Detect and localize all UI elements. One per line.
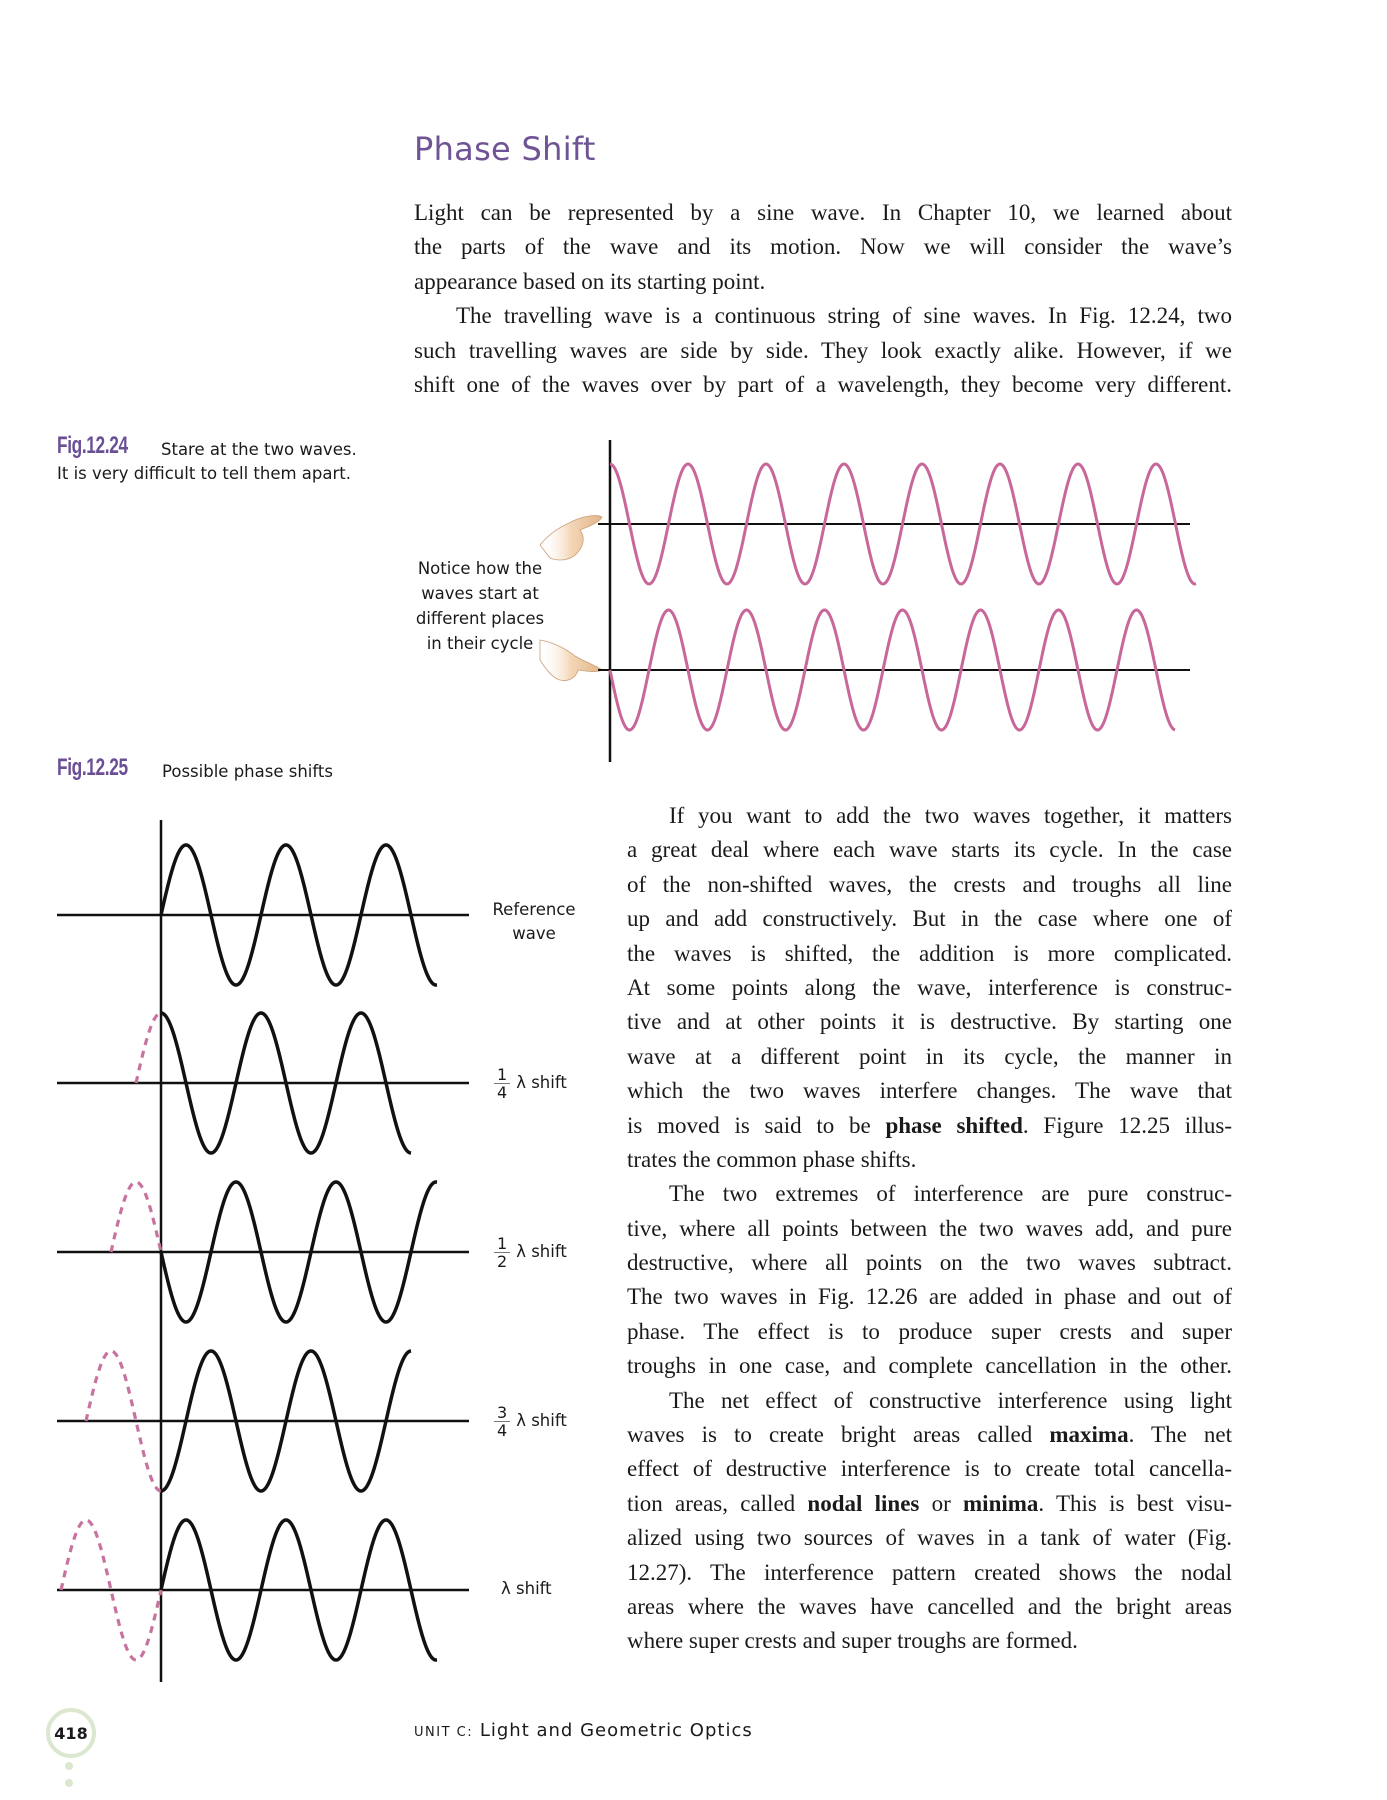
note-line: Notice how the — [417, 559, 543, 578]
figure-label: Fig.12.25 — [57, 754, 128, 781]
text-run: The travelling wave is a continuous string of sine waves. In Fig. 12.24, two — [456, 303, 1232, 329]
text-run: effect of destructive interference is to create total cancella- — [627, 1456, 1232, 1482]
note-line: waves start at — [421, 584, 539, 603]
text-line — [627, 1143, 1232, 1177]
text-line — [627, 937, 1232, 971]
fraction — [494, 1066, 510, 1101]
text-line — [627, 1590, 1232, 1624]
numerator: 1 — [494, 1235, 510, 1253]
running-footer — [414, 1720, 753, 1741]
text-run: such travelling waves are side by side. They look exactly alike. However, if we — [414, 337, 1232, 363]
section-heading: Phase Shift — [414, 130, 596, 168]
text-line — [627, 1521, 1232, 1555]
text-line — [627, 1624, 1232, 1658]
text-run: phase. The effect is to produce super crests and super — [627, 1318, 1232, 1344]
caption-line: It is very difficult to tell them apart. — [57, 464, 351, 483]
caption-text: Possible phase shifts — [162, 762, 333, 781]
text-run: troughs in one case, and complete cancellation in the other. — [627, 1353, 1232, 1379]
bold-term: minima — [963, 1490, 1039, 1516]
decorative-dot — [65, 1762, 73, 1770]
shift-text: λ shift — [516, 1073, 567, 1092]
fraction — [494, 1235, 510, 1270]
text-run: tive, where all points between the two waves add, and pure — [627, 1215, 1232, 1241]
text-run: The two extremes of interference are pure construc- — [669, 1181, 1232, 1207]
text-run: tive and at other points it is destructive. By starting one — [627, 1009, 1232, 1035]
text-line — [627, 799, 1232, 833]
text-run: or — [919, 1490, 964, 1516]
text-run: wave at a different point in its cycle, the manner in — [627, 1043, 1232, 1069]
text-line — [627, 1487, 1232, 1521]
unit-title: Light and Geometric Optics — [479, 1720, 753, 1741]
text-run: waves is to create bright areas called — [627, 1422, 1050, 1448]
bold-term: maxima — [1049, 1422, 1129, 1448]
row-label-quarter-shift — [494, 1066, 567, 1101]
text-line — [627, 1280, 1232, 1314]
text-line — [627, 1384, 1232, 1418]
denominator: 2 — [497, 1252, 508, 1271]
note-line: in their cycle — [426, 634, 534, 653]
shift-text: λ shift — [516, 1242, 567, 1261]
text-line — [627, 1005, 1232, 1039]
text-run: The two waves in Fig. 12.26 are added in phase and out of — [627, 1284, 1232, 1310]
bold-term: nodal lines — [807, 1490, 920, 1516]
numerator: 1 — [494, 1066, 510, 1084]
label-line: Reference — [492, 900, 576, 919]
text-line — [627, 1556, 1232, 1590]
text-run: the parts of the wave and its motion. Now we will consider the wave’s — [414, 234, 1232, 260]
pointing-hand-icon — [540, 640, 602, 681]
text-run: If you want to add the two waves together, it matters — [669, 803, 1232, 828]
row-label-three-quarter-shift — [494, 1404, 567, 1439]
bold-term: phase shifted — [885, 1112, 1023, 1138]
text-run: . Figure 12.25 illus- — [1022, 1112, 1232, 1138]
text-run: is moved is said to be — [627, 1112, 886, 1138]
text-run: tion areas, called — [627, 1490, 808, 1516]
text-run: . The net — [1128, 1422, 1232, 1448]
text-run: 12.27). The interference pattern created shows the nodal — [627, 1559, 1232, 1585]
text-run: . This is best visu- — [1038, 1490, 1232, 1516]
text-line — [627, 1418, 1232, 1452]
text-run: up and add constructively. But in the case where one of — [627, 906, 1232, 932]
text-run: trates the common phase shifts. — [627, 1146, 917, 1172]
text-line — [627, 868, 1232, 902]
text-run: the waves is shifted, the addition is more complicated. — [627, 940, 1232, 966]
dashed-shifted-portion — [136, 1013, 161, 1083]
text-run: areas where the waves have cancelled and the bright areas — [627, 1593, 1232, 1619]
text-line — [627, 1452, 1232, 1486]
text-line — [627, 1349, 1232, 1383]
row-label-reference — [484, 898, 584, 946]
text-line — [627, 902, 1232, 936]
fraction — [494, 1404, 510, 1439]
text-run: destructive, where all points on the two waves subtract. — [627, 1250, 1232, 1276]
numerator: 3 — [494, 1404, 510, 1422]
text-run: a great deal where each wave starts its cycle. In the case — [627, 837, 1232, 863]
pointing-hand-icon — [540, 516, 602, 560]
shift-text: λ shift — [516, 1411, 567, 1430]
fig-12-25-caption — [57, 754, 397, 782]
text-run: where super crests and super troughs are formed. — [627, 1628, 1078, 1654]
text-run: of the non-shifted waves, the crests and troughs all line — [627, 871, 1232, 897]
denominator: 4 — [497, 1083, 508, 1102]
body-text — [627, 799, 1232, 1659]
text-line — [627, 1074, 1232, 1108]
caption-line: Stare at the two waves. — [161, 440, 357, 459]
denominator: 4 — [497, 1421, 508, 1440]
note-line: different places — [415, 609, 545, 628]
dashed-shifted-portion — [111, 1182, 161, 1252]
shift-text: λ shift — [501, 1579, 552, 1598]
text-line — [627, 971, 1232, 1005]
text-line — [627, 1040, 1232, 1074]
text-run: Light can be represented by a sine wave. In Chapter 10, we learned about — [414, 200, 1232, 225]
text-run: At some points along the wave, interference is construc- — [627, 974, 1232, 1000]
text-run: which the two waves interfere changes. The wave that — [627, 1078, 1232, 1104]
text-line — [627, 1246, 1232, 1280]
figure-label: Fig.12.24 — [57, 432, 128, 459]
text-line — [627, 1212, 1232, 1246]
text-run: appearance based on its starting point. — [414, 268, 766, 294]
decorative-dot — [65, 1779, 73, 1787]
text-line — [627, 1177, 1232, 1211]
row-label-full-shift — [501, 1579, 552, 1598]
text-run: alized using two sources of waves in a tank of water (Fig. — [627, 1525, 1232, 1551]
text-line — [627, 1315, 1232, 1349]
row-label-half-shift — [494, 1235, 567, 1270]
text-run: The net effect of constructive interference using light — [669, 1387, 1232, 1413]
unit-prefix: UNIT C: — [414, 1725, 474, 1740]
text-run: shift one of the waves over by part of a wavelength, they become very different. — [414, 371, 1232, 397]
label-line: wave — [512, 924, 556, 943]
text-line — [627, 833, 1232, 867]
page-number: 418 — [46, 1708, 96, 1758]
text-line — [627, 1109, 1232, 1143]
